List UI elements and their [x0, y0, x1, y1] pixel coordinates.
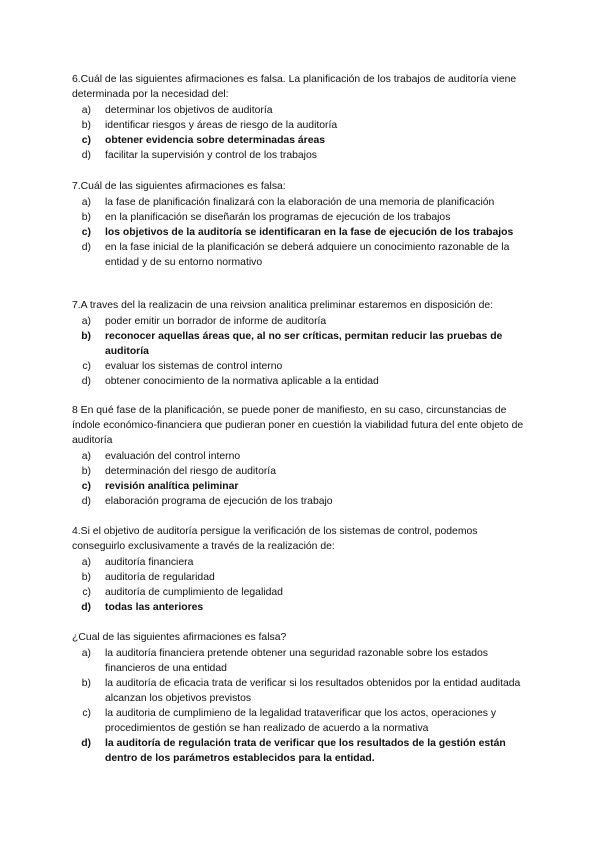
- option-letter: a): [81, 197, 91, 208]
- answer-option-correct: [72, 479, 532, 494]
- answer-option: [72, 148, 532, 163]
- question-text: ¿Cual de las siguientes afirmaciones es falsa?: [72, 632, 287, 643]
- option-letter: a): [81, 316, 91, 327]
- option-text: los objetivos de la auditoría se identificaran en la fase de ejecución de los trabajos: [105, 227, 514, 238]
- option-text: auditoría de regularidad: [105, 572, 215, 583]
- answer-option: [72, 585, 532, 600]
- option-text: determinar los objetivos de auditoría: [105, 105, 273, 116]
- question-block: [72, 179, 532, 270]
- answer-option: [72, 195, 532, 210]
- question-block: [72, 524, 532, 615]
- answer-option: [72, 646, 532, 676]
- answer-option-correct: [72, 225, 532, 240]
- answer-option-correct: [72, 329, 532, 359]
- option-letter: a): [81, 648, 91, 659]
- answer-option: [72, 240, 532, 270]
- option-text: facilitar la supervisión y control de los trabajos: [105, 150, 317, 161]
- option-letter: c): [81, 227, 91, 238]
- option-text: revisión analítica peliminar: [105, 481, 239, 492]
- option-letter: d): [81, 738, 91, 749]
- question-block: [72, 630, 532, 766]
- question-text: 4.Si el objetivo de auditoría persigue la verificación de los sistemas de control, podemos conseguirlo exclusivamente a través de la realización de:: [72, 526, 478, 552]
- option-text: auditoría financiera: [105, 557, 194, 568]
- option-letter: c): [82, 587, 91, 598]
- option-letter: d): [81, 496, 91, 507]
- option-letter: c): [82, 708, 91, 719]
- option-text: reconocer aquellas áreas que, al no ser críticas, permitan reducir las pruebas de auditoría: [105, 331, 503, 357]
- option-letter: b): [81, 212, 91, 223]
- answer-option: [72, 676, 532, 706]
- answer-option: [72, 103, 532, 118]
- option-text: la auditoría financiera pretende obtener una seguridad razonable sobre los estados financieros de una entidad: [105, 648, 488, 674]
- answer-option-correct: [72, 736, 532, 766]
- answer-option: [72, 449, 532, 464]
- option-letter: c): [81, 135, 91, 146]
- option-letter: d): [81, 242, 91, 253]
- option-letter: b): [81, 331, 91, 342]
- question-block: [72, 72, 532, 163]
- option-text: identificar riesgos y áreas de riesgo de la auditoría: [105, 120, 338, 131]
- option-letter: d): [81, 376, 91, 387]
- option-text: la auditoría de regulación trata de verificar que los resultados de la gestión están dentro de los parámetros establecidos para la entidad.: [105, 738, 506, 764]
- answer-option: [72, 464, 532, 479]
- question-text: 8 En qué fase de la planificación, se puede poner de manifiesto, en su caso, circunstancias de índole económico-financiera que pudieran poner en cuestión la viabilidad futura del ente objeto de auditoría: [72, 405, 524, 446]
- answer-option: [72, 359, 532, 374]
- option-letter: b): [81, 466, 91, 477]
- option-text: determinación del riesgo de auditoría: [105, 466, 276, 477]
- option-text: elaboración programa de ejecución de los trabajo: [105, 496, 333, 507]
- option-letter: d): [81, 602, 91, 613]
- option-text: la fase de planificación finalizará con la elaboración de una memoria de planificación: [105, 197, 495, 208]
- option-letter: d): [81, 150, 91, 161]
- question-block: [72, 298, 532, 389]
- option-letter: a): [81, 451, 91, 462]
- option-text: evaluación del control interno: [105, 451, 241, 462]
- option-text: auditoría de cumplimiento de legalidad: [105, 587, 283, 598]
- question-text: 7.Cuál de las siguientes afirmaciones es falsa:: [72, 181, 286, 192]
- option-letter: b): [81, 572, 91, 583]
- question-block: [72, 403, 532, 509]
- option-text: todas las anteriores: [105, 602, 204, 613]
- option-text: la auditoria de cumplimieno de la legalidad trataverificar que los actos, operaciones y procedimientos de gestión se han realizado de acuerdo a la normativa: [105, 708, 497, 734]
- option-text: poder emitir un borrador de informe de auditoría: [105, 316, 327, 327]
- answer-option: [72, 374, 532, 389]
- option-letter: a): [81, 557, 91, 568]
- answer-option: [72, 706, 532, 736]
- option-letter: c): [82, 361, 91, 372]
- option-letter: a): [81, 105, 91, 116]
- answer-option: [72, 555, 532, 570]
- option-text: obtener conocimiento de la normativa aplicable a la entidad: [105, 376, 379, 387]
- answer-option: [72, 570, 532, 585]
- answer-option: [72, 314, 532, 329]
- option-letter: b): [81, 120, 91, 131]
- answer-option: [72, 210, 532, 225]
- option-letter: b): [81, 678, 91, 689]
- option-text: obtener evidencia sobre determinadas áreas: [105, 135, 326, 146]
- option-text: en la planificación se diseñarán los programas de ejecución de los trabajos: [105, 212, 451, 223]
- option-text: evaluar los sistemas de control interno: [105, 361, 283, 372]
- question-text: 6.Cuál de las siguientes afirmaciones es falsa. La planificación de los trabajos de auditoría viene determinada por la necesidad del:: [72, 74, 517, 100]
- option-letter: c): [81, 481, 91, 492]
- answer-option: [72, 118, 532, 133]
- answer-option-correct: [72, 133, 532, 148]
- answer-option: [72, 494, 532, 509]
- question-text: 7.A traves del la realizacin de una reivsion analitica preliminar estaremos en disposición de:: [72, 300, 494, 311]
- option-text: la auditoría de eficacia trata de verificar si los resultados obtenidos por la entidad auditada alcanzan los objetivos previstos: [105, 678, 521, 704]
- option-text: en la fase inicial de la planificación se deberá adquiere un conocimiento razonable de la entidad y de su entorno normativo: [105, 242, 510, 268]
- answer-option-correct: [72, 600, 532, 615]
